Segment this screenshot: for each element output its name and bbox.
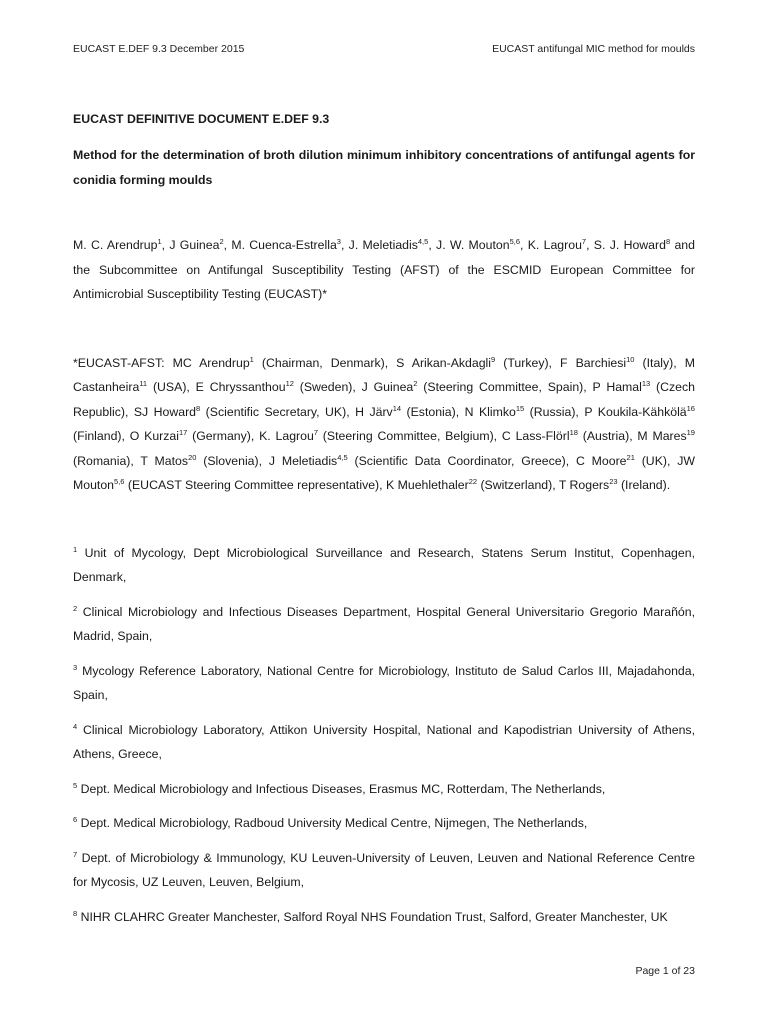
document-body — [73, 110, 695, 939]
affiliation-text: Clinical Microbiology and Infectious Diseases Department, Hospital General Universitario Gregorio Marañón, Madrid, Spain, — [73, 604, 695, 643]
affiliation-number: 6 — [73, 814, 78, 824]
affiliation-text: Unit of Mycology, Dept Microbiological Surveillance and Research, Statens Serum Institut, Copenhagen, Denmark, — [73, 545, 695, 584]
affiliation-item — [73, 659, 695, 708]
document-subtitle: Method for the determination of broth dilution minimum inhibitory concentrations of antifungal agents for conidia forming moulds — [73, 148, 695, 187]
affiliation-number: 2 — [73, 603, 78, 613]
affiliation-item — [73, 811, 695, 836]
affiliation-item — [73, 777, 695, 802]
affiliation-item — [73, 846, 695, 895]
affiliation-text: Dept. Medical Microbiology and Infectious Diseases, Erasmus MC, Rotterdam, The Netherlands, — [80, 781, 606, 796]
affiliation-item — [73, 541, 695, 590]
author-list: M. C. Arendrup$^1$, J Guinea$^2$, M. Cuenca-Estrella$^3$, J. Meletiadis$^{4,5}$, J. W. Mouton$^{5,6}$, K. Lagrou$^7$, S. J. Howard$^8$ and the Subcommittee on Antifungal Susceptibility Testing (AFST) of the ESCMID European Committee for Antimicrobial Susceptibility Testing (EUCAST)* — [73, 236, 695, 301]
header-right: EUCAST antifungal MIC method for moulds — [492, 43, 695, 55]
affiliation-number: 3 — [73, 662, 78, 672]
affiliation-text: Mycology Reference Laboratory, National Centre for Microbiology, Instituto de Salud Carlos III, Majadahonda, Spain, — [73, 663, 696, 702]
affiliation-number: 1 — [73, 544, 78, 554]
page-number: Page 1 of 23 — [635, 965, 695, 977]
header-left: EUCAST E.DEF 9.3 December 2015 — [73, 43, 245, 55]
afst-member-list: *EUCAST-AFST: MC Arendrup$^1$ (Chairman, Denmark), S Arikan-Akdagli$^9$ (Turkey), F Barchiesi$^{10}$ (Italy), M Castanheira$^{11}$ (USA), E Chryssanthou$^{12}$ (Sweden), J Guinea$^2$ (Steering Committee, Spain), P Hamal$^{13}$ (Czech Republic), SJ Howard$^8$ (Scientific Secretary, UK), H Järv$^{14}$ (Estonia), N Klimko$^{15}$ (Russia), P Koukila-Kähkölä$^{16}$ (Finland), O Kurzai$^{17}$ (Germany), K. Lagrou$^7$ (Steering Committee, Belgium), C Lass-Flörl$^{18}$ (Austria), M Mares$^{19}$ (Romania), T Matos$^{20}$ (Slovenia), J Meletiadis$^{4,5}$ (Scientific Data Coordinator, Greece), C Moore$^{21}$ (UK), JW Mouton$^{5,6}$ (EUCAST Steering Committee representative), K Muehlethaler$^{22}$ (Switzerland), T Rogers$^{23}$ (Ireland). — [73, 354, 695, 492]
affiliation-item — [73, 600, 695, 649]
affiliation-text: Dept. of Microbiology & Immunology, KU Leuven-University of Leuven, Leuven and National Reference Centre for Mycosis, UZ Leuven, Leuven, Belgium, — [73, 850, 695, 889]
affiliation-text: Clinical Microbiology Laboratory, Attikon University Hospital, National and Kapodistrian University of Athens, Athens, Greece, — [73, 722, 695, 761]
affiliation-number: 4 — [73, 721, 78, 731]
affiliation-number: 5 — [73, 780, 78, 790]
affiliation-text: Dept. Medical Microbiology, Radboud University Medical Centre, Nijmegen, The Netherlands, — [80, 816, 588, 830]
affiliation-number: 8 — [73, 908, 78, 918]
affiliation-text: NIHR CLAHRC Greater Manchester, Salford Royal NHS Foundation Trust, Salford, Greater Manchester, UK — [80, 909, 668, 924]
document-title: EUCAST DEFINITIVE DOCUMENT E.DEF 9.3 — [73, 112, 330, 126]
affiliation-number: 7 — [73, 849, 78, 859]
affiliation-item — [73, 718, 695, 767]
affiliation-list — [73, 541, 695, 930]
affiliation-item — [73, 905, 695, 930]
